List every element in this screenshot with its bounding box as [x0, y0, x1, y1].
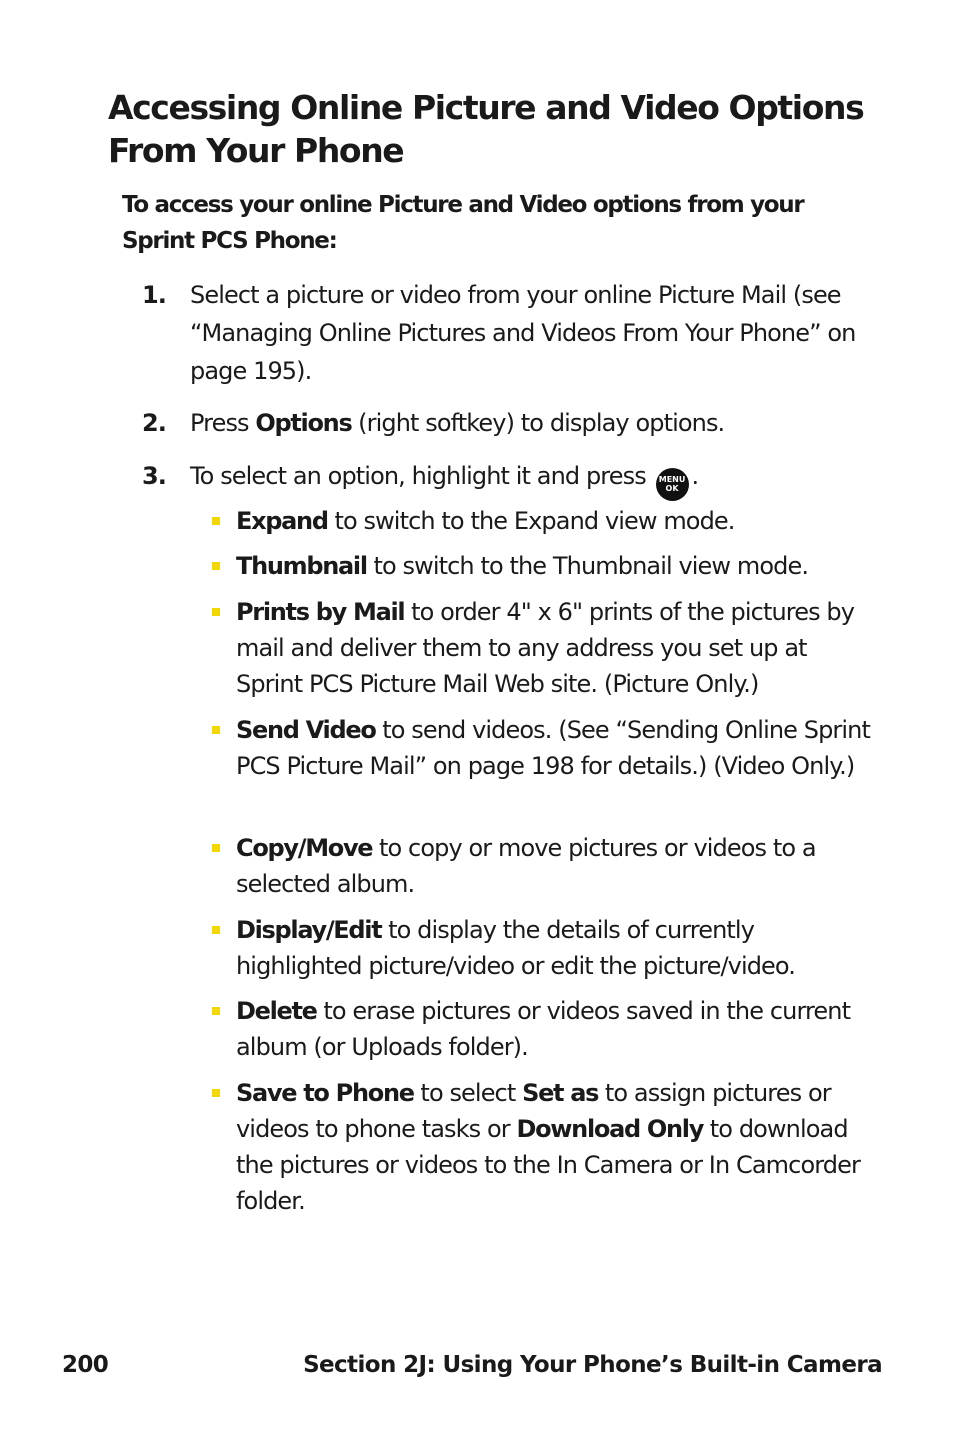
page-number: 200	[62, 1352, 109, 1378]
option-save-to-phone	[212, 1075, 872, 1219]
option-name: Send Video	[236, 716, 376, 744]
step-2	[142, 404, 862, 442]
bullet-square-icon	[212, 926, 220, 934]
step-text: Select a picture or video from your online Picture Mail (see “Managing Online Pictures and Videos From Your Phone” on page 195).	[190, 281, 856, 385]
option-expand	[212, 503, 872, 539]
option-description: to switch to the Expand view mode.	[327, 507, 735, 535]
intro-heading: To access your online Picture and Video options from your Sprint PCS Phone:	[122, 192, 804, 254]
step-text-after: (right softkey) to display options.	[351, 409, 725, 437]
bullet-square-icon	[212, 608, 220, 616]
option-text	[236, 912, 872, 984]
option-description: to erase pictures or videos saved in the current album (or Uploads folder).	[236, 997, 851, 1061]
bullet-square-icon	[212, 562, 220, 570]
option-delete	[212, 993, 872, 1065]
bullet-square-icon	[212, 517, 220, 525]
option-text	[236, 548, 872, 584]
option-description: to copy or move pictures or videos to a selected album.	[236, 834, 816, 898]
option-name: Expand	[236, 507, 328, 535]
menu-ok-key-icon	[656, 468, 689, 501]
option-name: Save to Phone	[236, 1079, 414, 1107]
menu-ok-key-bottom-label: OK	[665, 484, 679, 493]
option-text	[236, 1075, 872, 1219]
step-3	[142, 457, 862, 501]
option-name: Thumbnail	[236, 552, 367, 580]
option-description: to select	[413, 1079, 523, 1107]
step-text	[190, 457, 862, 501]
step-1	[142, 276, 862, 390]
option-name: Delete	[236, 997, 317, 1025]
section-title: Section 2J: Using Your Phone’s Built-in Camera	[303, 1352, 882, 1378]
step-text-before: To select an option, highlight it and press	[190, 462, 653, 490]
option-description: to display the details of currently highlighted picture/video or edit the picture/video.	[236, 916, 796, 980]
option-description: to send videos. (See “Sending Online Sprint PCS Picture Mail” on page 198 for details.) (Video Only.)	[236, 716, 870, 780]
step-text	[190, 404, 862, 442]
step-number: 1.	[142, 281, 167, 309]
options-softkey-label: Options	[255, 409, 352, 437]
page-title: Accessing Online Picture and Video Options From Your Phone	[108, 88, 864, 170]
option-text	[236, 594, 872, 702]
option-description-end: to download the pictures or videos to the In Camera or In Camcorder folder.	[236, 1115, 860, 1215]
bullet-square-icon	[212, 844, 220, 852]
bullet-square-icon	[212, 726, 220, 734]
step-text-after: .	[691, 462, 699, 490]
option-text	[236, 712, 872, 784]
option-description-continued: to assign pictures or videos to phone tasks or	[236, 1079, 831, 1143]
option-copy-move	[212, 830, 872, 902]
option-name: Copy/Move	[236, 834, 373, 862]
option-send-video	[212, 712, 872, 784]
set-as-label: Set as	[522, 1079, 599, 1107]
option-text	[236, 993, 872, 1065]
option-name: Prints by Mail	[236, 598, 405, 626]
option-thumbnail	[212, 548, 872, 584]
option-description: to order 4" x 6" prints of the pictures by mail and deliver them to any address you set up at Sprint PCS Picture Mail Web site. (Picture Only.)	[236, 598, 855, 698]
menu-ok-key-top-label: MENU	[658, 475, 686, 484]
option-description: to switch to the Thumbnail view mode.	[366, 552, 809, 580]
option-text	[236, 503, 872, 539]
bullet-square-icon	[212, 1089, 220, 1097]
step-text-before: Press	[190, 409, 256, 437]
bullet-square-icon	[212, 1007, 220, 1015]
option-name: Display/Edit	[236, 916, 382, 944]
option-prints-by-mail	[212, 594, 872, 702]
download-only-label: Download Only	[516, 1115, 704, 1143]
step-number: 2.	[142, 409, 167, 437]
step-number: 3.	[142, 462, 167, 490]
option-display-edit	[212, 912, 872, 984]
option-text	[236, 830, 872, 902]
